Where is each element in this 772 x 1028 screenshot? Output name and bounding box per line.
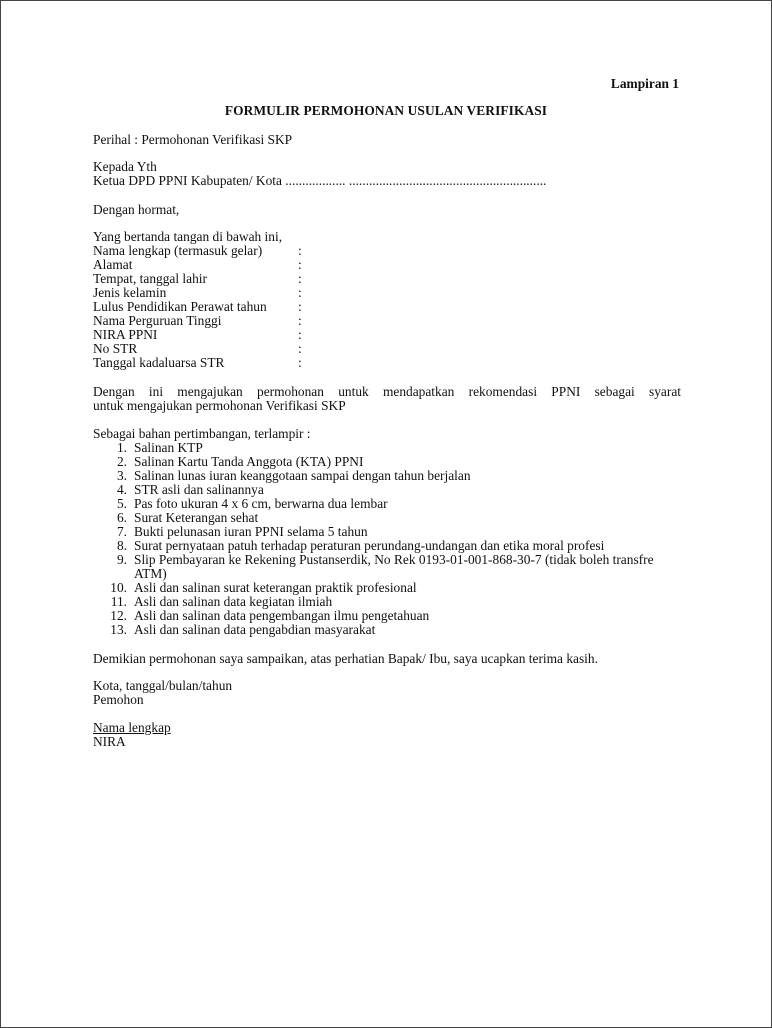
item-number: 1. (116, 440, 127, 455)
request-line-1-text: Dengan ini mengajukan permohonan untuk mendapatkan rekomendasi PPNI sebagai syarat (93, 384, 681, 399)
item-number: 2. (116, 454, 127, 469)
item-number: 6. (116, 510, 127, 525)
field-label: NIRA PPNI (93, 327, 158, 342)
field-colon: : (298, 327, 302, 342)
field-label: Tempat, tanggal lahir (93, 271, 207, 286)
field-label: Alamat (93, 257, 133, 272)
item-number: 9. (116, 552, 127, 567)
field-colon: : (298, 355, 302, 370)
list-item (93, 623, 681, 637)
item-number: 7. (116, 524, 127, 539)
signature-name-text: Nama lengkap (93, 720, 171, 735)
item-text: STR asli dan salinannya (134, 482, 264, 497)
perihal-text: Perihal : Permohonan Verifikasi SKP (93, 132, 293, 147)
field-colon: : (298, 271, 302, 286)
list-item (93, 539, 681, 553)
signature-role: Pemohon (93, 692, 144, 707)
item-text: Slip Pembayaran ke Rekening Pustanserdik, No Rek 0193-01-001-868-30-7 (tidak boleh transfre ATM) (134, 552, 654, 581)
list-item (93, 595, 681, 609)
item-number: 11. (110, 594, 127, 609)
list-item (93, 511, 681, 525)
item-text: Asli dan salinan data pengembangan ilmu pengetahuan (134, 608, 430, 623)
intro-text: Yang bertanda tangan di bawah ini, (93, 229, 283, 244)
request-line-2: untuk mengajukan permohonan Verifikasi SKP (93, 398, 346, 413)
item-number: 12. (110, 608, 127, 623)
field-row (93, 328, 681, 342)
item-text: Salinan Kartu Tanda Anggota (KTA) PPNI (134, 454, 364, 469)
field-row (93, 258, 681, 272)
item-number: 4. (116, 482, 127, 497)
field-label: No STR (93, 341, 138, 356)
closing-text: Demikian permohonan saya sampaikan, atas perhatian Bapak/ Ibu, saya ucapkan terima kasih. (93, 651, 598, 666)
field-label: Nama lengkap (termasuk gelar) (93, 243, 263, 258)
signature-place-date: Kota, tanggal/bulan/tahun (93, 678, 233, 693)
signature-nira: NIRA (93, 734, 126, 749)
field-row (93, 314, 681, 328)
field-colon: : (298, 243, 302, 258)
signature-block (93, 679, 681, 749)
list-item (93, 553, 681, 581)
field-colon: : (298, 257, 302, 272)
field-row (93, 272, 681, 286)
field-label: Lulus Pendidikan Perawat tahun (93, 299, 267, 314)
greeting-text: Dengan hormat, (93, 202, 180, 217)
list-item (93, 455, 681, 469)
list-item (93, 483, 681, 497)
item-number: 8. (116, 538, 127, 553)
field-row (93, 356, 681, 370)
list-item (93, 469, 681, 483)
signature-name (93, 721, 681, 735)
item-number: 3. (116, 468, 127, 483)
field-colon: : (298, 341, 302, 356)
list-item (93, 525, 681, 539)
list-item (93, 441, 681, 455)
attachments-heading: Sebagai bahan pertimbangan, terlampir : (93, 426, 311, 441)
recipient-line-2: Ketua DPD PPNI Kabupaten/ Kota .................. ........................................................... (93, 173, 547, 188)
request-paragraph (93, 385, 681, 413)
item-text: Asli dan salinan data pengabdian masyarakat (134, 622, 376, 637)
identity-block (93, 230, 681, 370)
item-number: 5. (116, 496, 127, 511)
field-row (93, 244, 681, 258)
field-colon: : (298, 299, 302, 314)
field-label: Nama Perguruan Tinggi (93, 313, 222, 328)
list-item (93, 581, 681, 595)
recipient-block (93, 160, 681, 188)
item-text: Salinan KTP (134, 440, 203, 455)
item-text: Pas foto ukuran 4 x 6 cm, berwarna dua lembar (134, 496, 388, 511)
field-row (93, 286, 681, 300)
field-colon: : (298, 285, 302, 300)
recipient-line-1: Kepada Yth (93, 159, 157, 174)
item-text: Surat Keterangan sehat (134, 510, 259, 525)
field-colon: : (298, 313, 302, 328)
form-title: FORMULIR PERMOHONAN USULAN VERIFIKASI (224, 103, 548, 118)
item-text: Surat pernyataan patuh terhadap peraturan perundang-undangan dan etika moral profesi (134, 538, 605, 553)
field-label: Tanggal kadaluarsa STR (93, 355, 225, 370)
item-text: Bukti pelunasan iuran PPNI selama 5 tahun (134, 524, 368, 539)
greeting-block (93, 203, 681, 217)
list-item (93, 497, 681, 511)
list-item (93, 609, 681, 623)
item-text: Salinan lunas iuran keanggotaan sampai dengan tahun berjalan (134, 468, 471, 483)
field-row (93, 342, 681, 356)
item-text: Asli dan salinan data kegiatan ilmiah (134, 594, 333, 609)
item-number: 13. (110, 622, 127, 637)
request-line-1 (93, 385, 681, 399)
attachments-list (93, 441, 681, 637)
field-row (93, 300, 681, 314)
subject-line (93, 133, 681, 147)
item-text: Asli dan salinan surat keterangan praktik profesional (134, 580, 417, 595)
attachment-label: Lampiran 1 (610, 76, 679, 91)
item-number: 10. (110, 580, 127, 595)
field-label: Jenis kelamin (93, 285, 167, 300)
signature-spacer (93, 707, 681, 721)
attachments-block (93, 427, 681, 637)
closing-block (93, 652, 681, 666)
